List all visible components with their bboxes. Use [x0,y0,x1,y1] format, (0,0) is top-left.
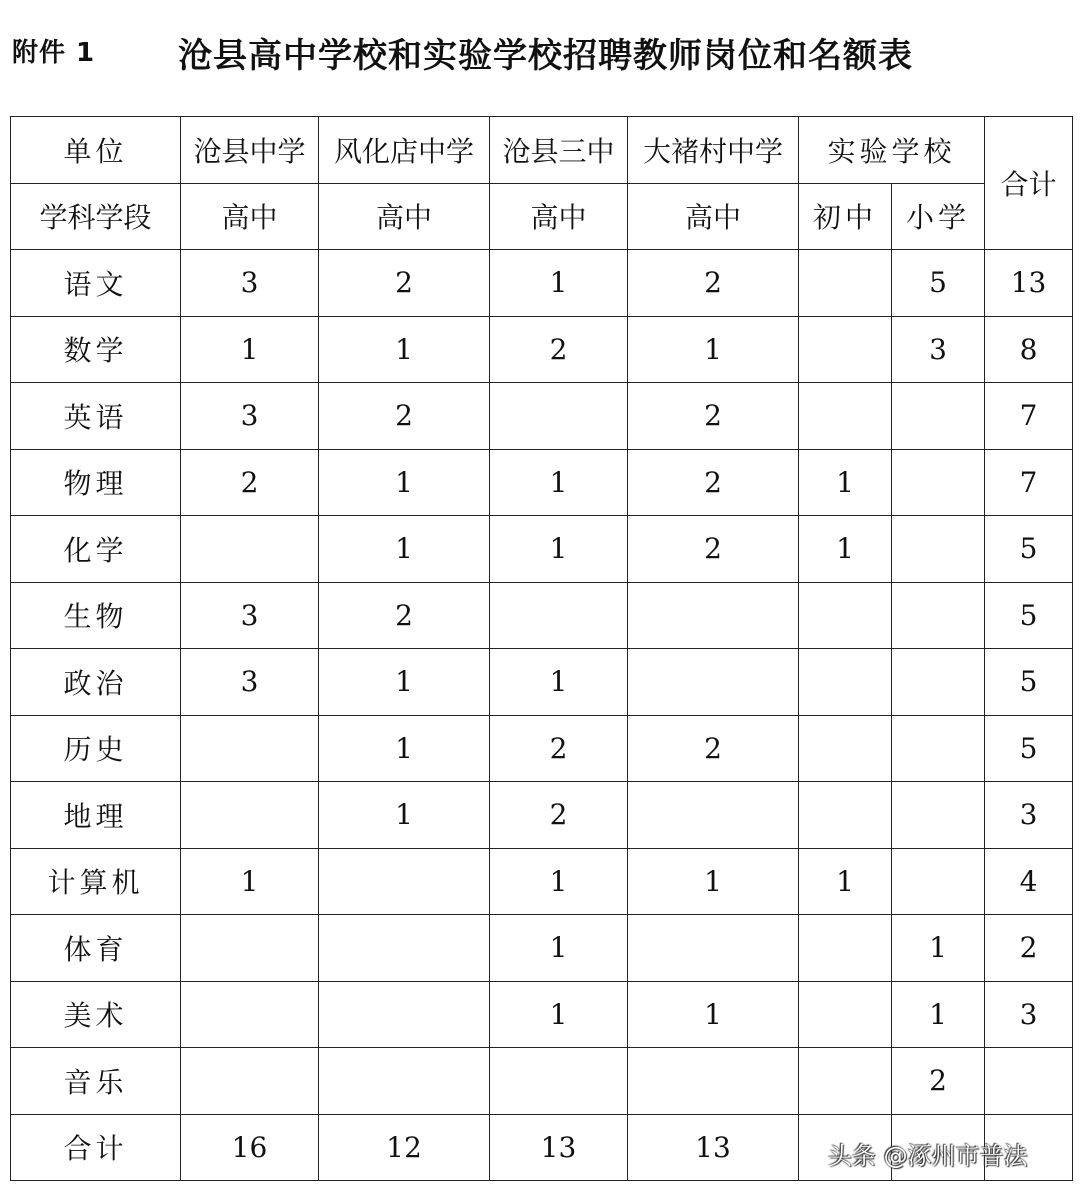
school-header-1: 沧县中学 [181,117,319,184]
count-cell [799,981,892,1048]
count-cell: 16 [181,1114,319,1181]
count-cell: 2 [628,449,799,516]
count-cell: 2 [181,449,319,516]
count-cell [892,715,985,782]
count-cell [799,582,892,649]
page-title: 沧县高中学校和实验学校招聘教师岗位和名额表 [178,36,913,76]
table-row [11,449,1073,516]
count-cell [628,782,799,849]
count-cell: 1 [628,316,799,383]
count-cell: 1 [319,316,490,383]
count-cell [799,649,892,716]
level-header-junior: 初中 [799,183,892,250]
count-cell: 2 [628,250,799,317]
school-header-3: 沧县三中 [490,117,628,184]
count-cell: 1 [799,516,892,583]
count-cell [892,649,985,716]
count-cell: 3 [892,316,985,383]
count-cell: 5 [985,715,1073,782]
count-cell: 4 [985,848,1073,915]
count-cell [319,915,490,982]
table-row [11,715,1073,782]
table-row [11,1048,1073,1115]
count-cell: 1 [319,516,490,583]
count-cell [319,848,490,915]
count-cell [799,915,892,982]
count-cell: 7 [985,383,1073,450]
attachment-label: 附件 1 [12,38,96,68]
count-cell: 1 [490,649,628,716]
subject-cell: 合计 [11,1114,181,1181]
count-cell: 1 [319,649,490,716]
count-cell: 8 [985,316,1073,383]
subject-cell: 化学 [11,516,181,583]
level-header-3: 高中 [490,183,628,250]
table-row [11,316,1073,383]
count-cell: 1 [628,981,799,1048]
table-row [11,782,1073,849]
count-cell [490,1048,628,1115]
count-cell: 1 [319,715,490,782]
count-cell [319,981,490,1048]
subject-cell: 体育 [11,915,181,982]
header-row-levels [11,183,1073,250]
count-cell: 1 [490,250,628,317]
count-cell: 1 [892,981,985,1048]
corner-header-subject: 学科学段 [11,183,181,250]
header-row-schools [11,117,1073,184]
count-cell [628,915,799,982]
table-row [11,516,1073,583]
count-cell: 2 [892,1048,985,1115]
count-cell: 1 [628,848,799,915]
count-cell [490,383,628,450]
count-cell: 2 [628,383,799,450]
count-cell [892,516,985,583]
count-cell: 2 [985,915,1073,982]
count-cell: 1 [892,915,985,982]
count-cell: 13 [985,250,1073,317]
subject-cell: 生物 [11,582,181,649]
subject-cell: 语文 [11,250,181,317]
count-cell: 3 [985,782,1073,849]
count-cell [181,1048,319,1115]
count-cell [799,1048,892,1115]
count-cell [628,582,799,649]
watermark: 头条 @涿州市普法 [828,1142,1028,1170]
count-cell: 1 [799,449,892,516]
subject-cell: 计算机 [11,848,181,915]
count-cell [799,383,892,450]
count-cell: 1 [181,316,319,383]
count-cell: 3 [181,649,319,716]
count-cell [628,1048,799,1115]
count-cell [181,516,319,583]
school-header-4: 大褚村中学 [628,117,799,184]
count-cell: 5 [985,649,1073,716]
count-cell [628,649,799,716]
count-cell [181,981,319,1048]
count-cell: 3 [985,981,1073,1048]
count-cell: 1 [490,848,628,915]
subject-cell: 历史 [11,715,181,782]
table-row [11,582,1073,649]
subject-cell: 物理 [11,449,181,516]
experimental-school-header: 实验学校 [799,117,985,184]
corner-header-unit: 单位 [11,117,181,184]
count-cell: 3 [181,250,319,317]
table-row [11,250,1073,317]
subject-cell: 数学 [11,316,181,383]
count-cell: 7 [985,449,1073,516]
count-cell [181,782,319,849]
count-cell: 2 [490,782,628,849]
level-header-2: 高中 [319,183,490,250]
count-cell: 3 [181,582,319,649]
count-cell [799,715,892,782]
count-cell: 1 [490,449,628,516]
count-cell [181,915,319,982]
count-cell [892,582,985,649]
level-header-1: 高中 [181,183,319,250]
count-cell: 2 [490,715,628,782]
subject-cell: 音乐 [11,1048,181,1115]
count-cell: 2 [319,250,490,317]
table-row [11,848,1073,915]
school-header-2: 风化店中学 [319,117,490,184]
count-cell [985,1048,1073,1115]
table-row [11,649,1073,716]
count-cell: 1 [490,981,628,1048]
subject-cell: 政治 [11,649,181,716]
count-cell: 13 [490,1114,628,1181]
count-cell [490,582,628,649]
count-cell [799,250,892,317]
count-cell: 5 [892,250,985,317]
count-cell: 2 [628,715,799,782]
table-row [11,383,1073,450]
count-cell: 3 [181,383,319,450]
count-cell: 13 [628,1114,799,1181]
subject-cell: 美术 [11,981,181,1048]
count-cell: 2 [628,516,799,583]
count-cell: 2 [319,582,490,649]
level-header-4: 高中 [628,183,799,250]
count-cell [892,782,985,849]
count-cell: 1 [181,848,319,915]
count-cell: 2 [490,316,628,383]
count-cell: 1 [799,848,892,915]
count-cell [319,1048,490,1115]
count-cell: 1 [490,516,628,583]
count-cell [892,449,985,516]
count-cell: 1 [319,449,490,516]
count-cell: 1 [490,915,628,982]
level-header-primary: 小学 [892,183,985,250]
count-cell [799,316,892,383]
total-header: 合计 [985,117,1073,250]
table-row [11,915,1073,982]
count-cell [799,782,892,849]
count-cell: 12 [319,1114,490,1181]
count-cell: 5 [985,582,1073,649]
count-cell: 2 [319,383,490,450]
subject-cell: 地理 [11,782,181,849]
count-cell: 5 [985,516,1073,583]
count-cell: 1 [319,782,490,849]
table-row [11,981,1073,1048]
count-cell [892,383,985,450]
subject-cell: 英语 [11,383,181,450]
recruitment-table [10,116,1073,1181]
count-cell [892,848,985,915]
count-cell [181,715,319,782]
